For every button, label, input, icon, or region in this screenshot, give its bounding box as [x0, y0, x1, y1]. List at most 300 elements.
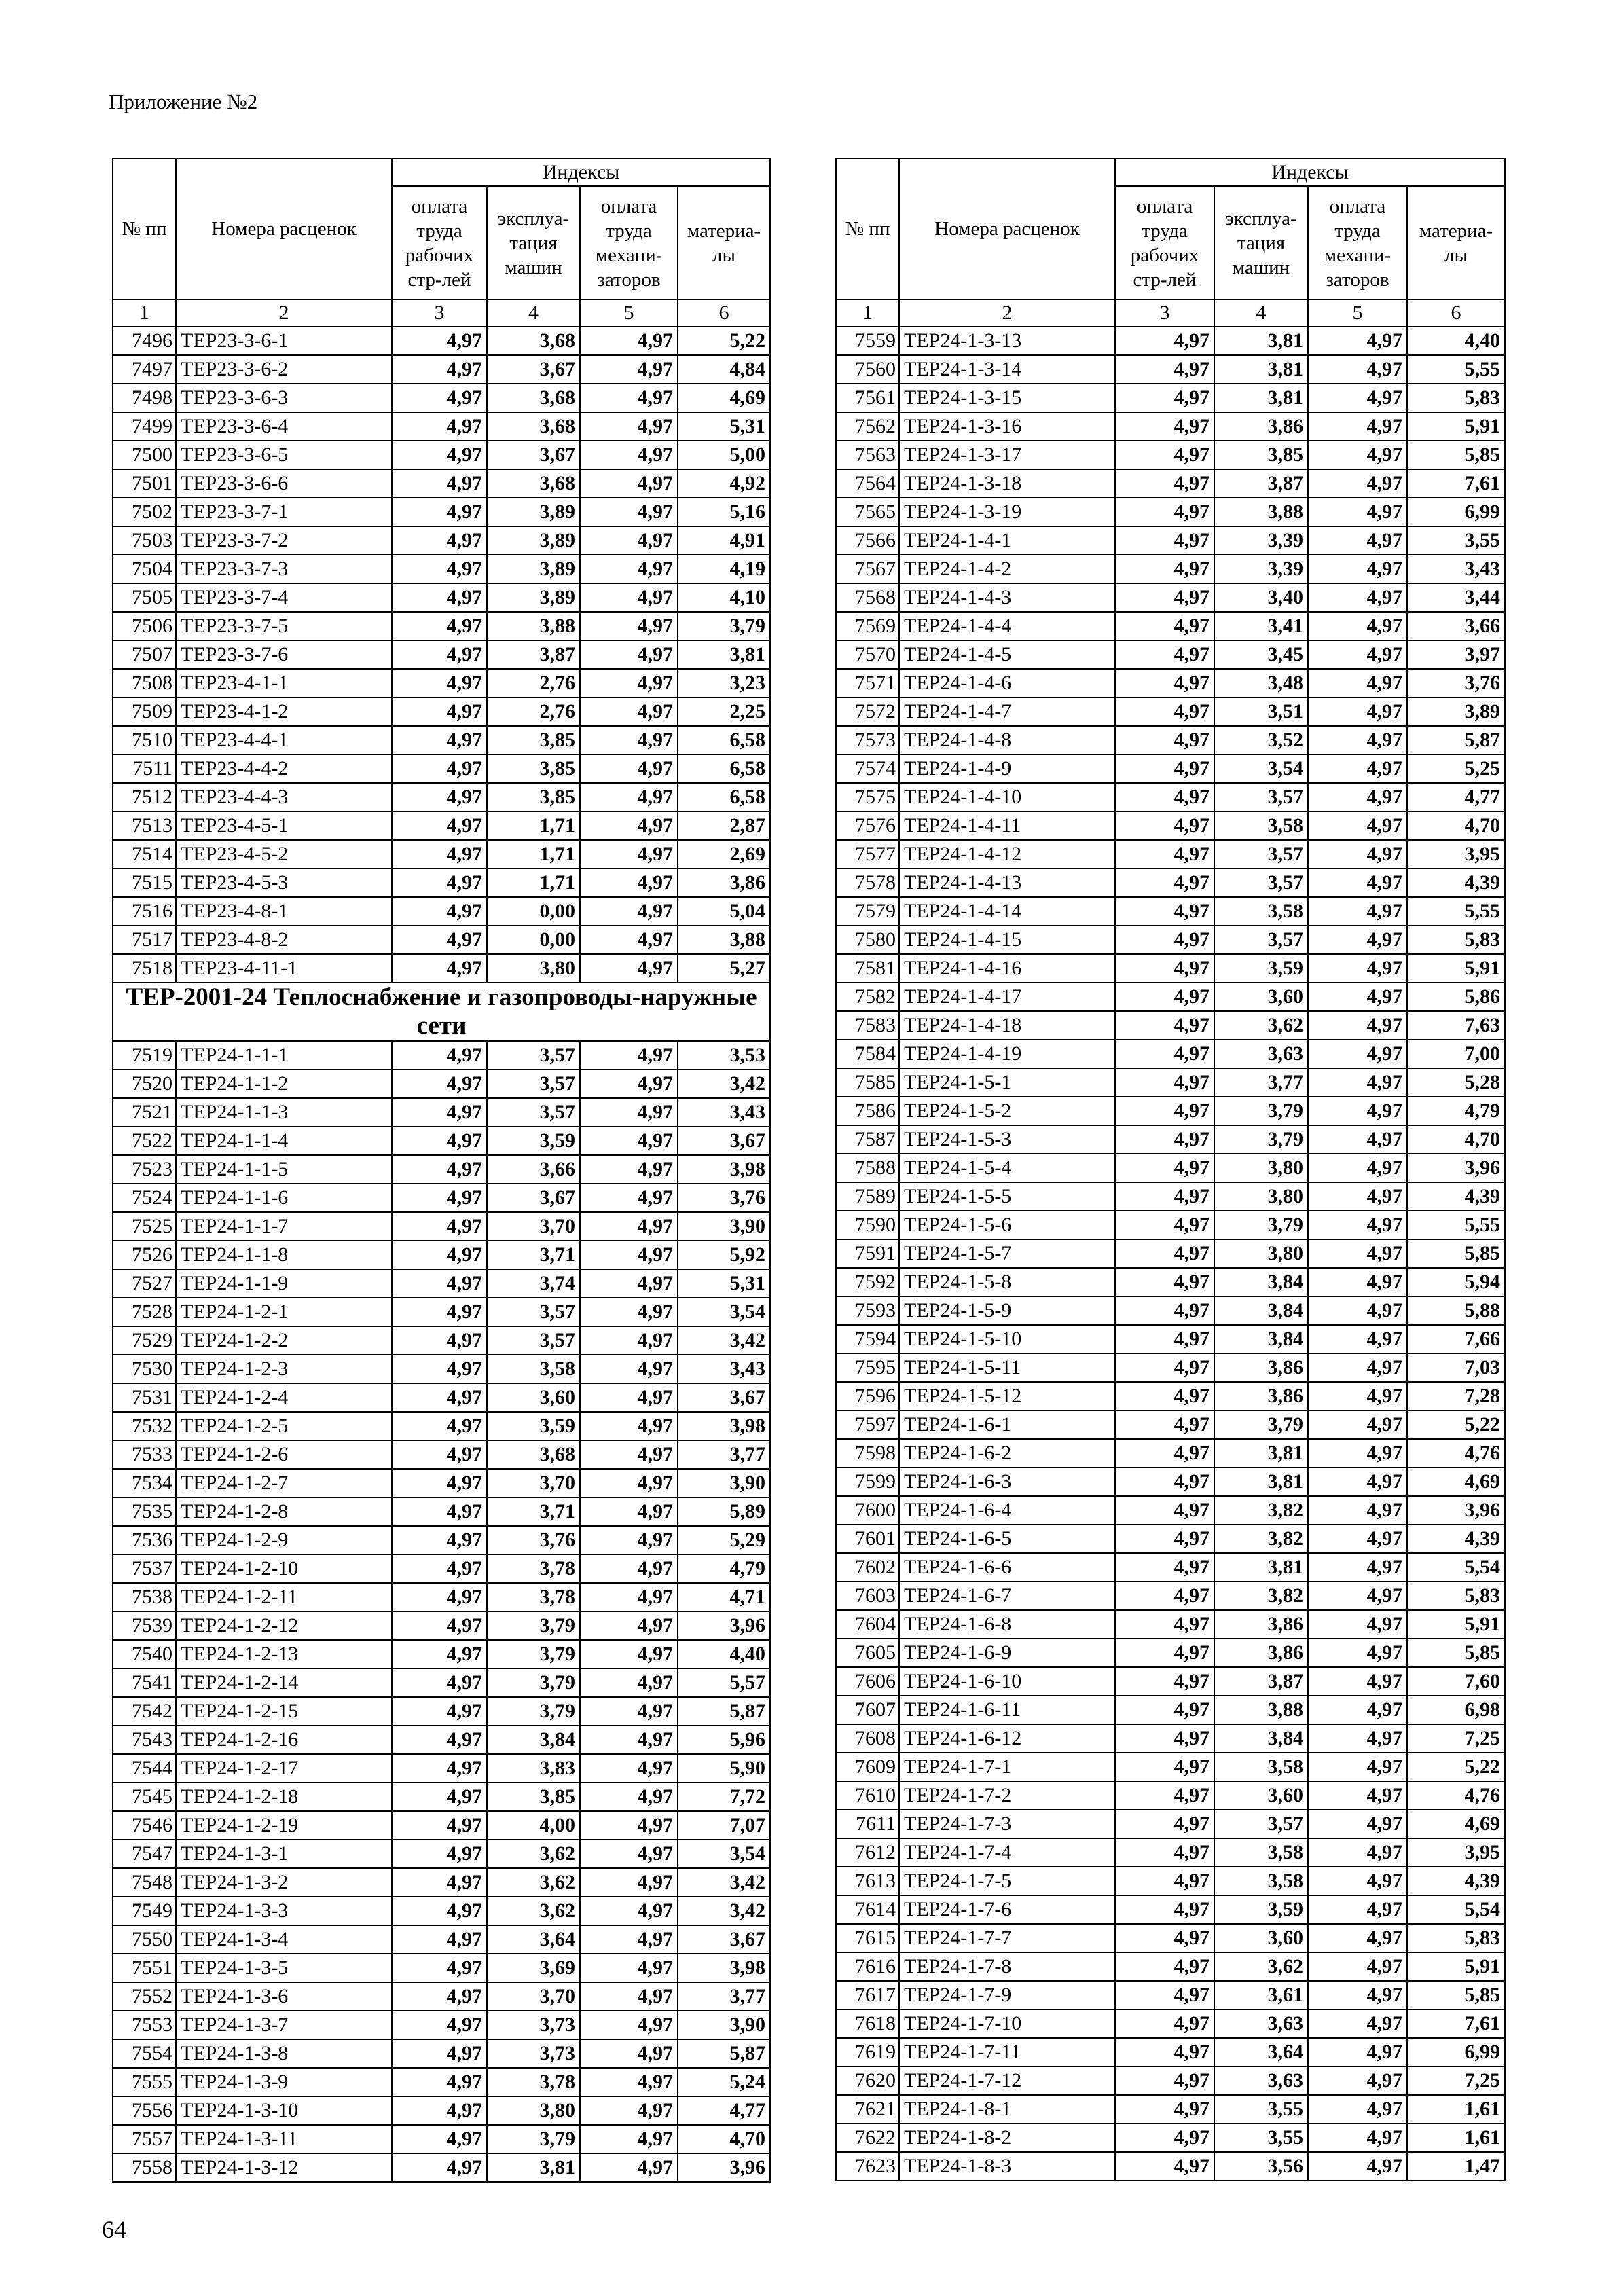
index-materials: 7,61	[1407, 2009, 1505, 2038]
table-row	[836, 1410, 1505, 1439]
index-labour: 4,97	[1115, 1182, 1214, 1211]
index-mech: 4,97	[1308, 754, 1407, 783]
index-labour: 4,97	[392, 441, 487, 469]
row-number: 7587	[836, 1125, 899, 1154]
table-row	[836, 926, 1505, 954]
index-labour: 4,97	[1115, 1439, 1214, 1468]
table-row	[836, 1068, 1505, 1097]
row-number: 7526	[113, 1241, 176, 1269]
table-row	[836, 954, 1505, 983]
rate-code: ТЕР24-1-6-11	[899, 1696, 1115, 1724]
row-number: 7546	[113, 1811, 176, 1840]
index-materials: 4,79	[678, 1554, 770, 1583]
index-machines: 3,78	[487, 1583, 580, 1611]
index-machines: 3,89	[487, 498, 580, 526]
rate-code: ТЕР24-1-4-10	[899, 783, 1115, 812]
row-number: 7513	[113, 812, 176, 840]
index-labour: 4,97	[1115, 1040, 1214, 1068]
rate-code: ТЕР24-1-1-5	[176, 1155, 392, 1184]
row-number: 7514	[113, 840, 176, 869]
row-number: 7547	[113, 1840, 176, 1868]
index-labour: 4,97	[392, 1412, 487, 1440]
rate-code: ТЕР23-3-7-1	[176, 498, 392, 526]
row-number: 7556	[113, 2096, 176, 2125]
index-machines: 3,85	[487, 783, 580, 812]
index-mech: 4,97	[580, 1897, 678, 1925]
row-number: 7572	[836, 697, 899, 726]
table-row	[113, 1326, 770, 1355]
table-row	[836, 1382, 1505, 1410]
index-labour: 4,97	[1115, 2009, 1214, 2038]
index-mech: 4,97	[580, 754, 678, 783]
row-number: 7594	[836, 1325, 899, 1353]
table-row	[113, 327, 770, 355]
index-machines: 3,54	[1214, 754, 1308, 783]
index-machines: 3,58	[1214, 1838, 1308, 1867]
table-row	[113, 1440, 770, 1469]
table-row	[836, 754, 1505, 783]
index-materials: 6,99	[1407, 2038, 1505, 2066]
index-machines: 3,69	[487, 1954, 580, 1982]
index-materials: 4,84	[678, 355, 770, 384]
index-labour: 4,97	[392, 1554, 487, 1583]
index-materials: 5,04	[678, 897, 770, 926]
index-mech: 4,97	[1308, 555, 1407, 583]
index-mech: 4,97	[580, 1840, 678, 1868]
table-row	[113, 1868, 770, 1897]
index-mech: 4,97	[1308, 355, 1407, 384]
index-labour: 4,97	[392, 726, 487, 754]
table-row	[836, 869, 1505, 897]
index-materials: 5,22	[1407, 1410, 1505, 1439]
table-row	[836, 840, 1505, 869]
index-mech: 4,97	[1308, 1724, 1407, 1753]
row-number: 7531	[113, 1383, 176, 1412]
table-row	[113, 1554, 770, 1583]
rate-code: ТЕР24-1-8-3	[899, 2152, 1115, 2181]
table-row	[836, 1895, 1505, 1924]
index-mech: 4,97	[580, 612, 678, 640]
index-labour: 4,97	[1115, 1639, 1214, 1667]
index-mech: 4,97	[580, 1982, 678, 2011]
row-number: 7565	[836, 498, 899, 526]
index-machines: 3,82	[1214, 1582, 1308, 1610]
column-number: 1	[113, 299, 176, 327]
index-materials: 5,90	[678, 1754, 770, 1783]
table-row	[836, 2124, 1505, 2152]
index-mech: 4,97	[1308, 897, 1407, 926]
index-mech: 4,97	[1308, 783, 1407, 812]
rate-code: ТЕР24-1-5-11	[899, 1353, 1115, 1382]
index-labour: 4,97	[1115, 1952, 1214, 1981]
index-materials: 5,91	[1407, 412, 1505, 441]
table-row	[836, 1639, 1505, 1667]
rate-code: ТЕР24-1-2-10	[176, 1554, 392, 1583]
table-row	[113, 840, 770, 869]
table-row	[113, 1412, 770, 1440]
index-materials: 4,70	[1407, 812, 1505, 840]
rate-code: ТЕР24-1-2-14	[176, 1669, 392, 1697]
rate-code: ТЕР23-4-1-2	[176, 697, 392, 726]
table-row	[836, 1582, 1505, 1610]
index-mech: 4,97	[580, 1925, 678, 1954]
index-labour: 4,97	[1115, 812, 1214, 840]
index-materials: 3,90	[678, 1212, 770, 1241]
index-labour: 4,97	[1115, 612, 1214, 640]
index-machines: 3,68	[487, 327, 580, 355]
rate-code: ТЕР24-1-7-3	[899, 1810, 1115, 1838]
rate-code: ТЕР24-1-6-5	[899, 1525, 1115, 1553]
index-machines: 3,67	[487, 441, 580, 469]
index-mech: 4,97	[1308, 2152, 1407, 2181]
index-materials: 3,54	[678, 1298, 770, 1326]
index-materials: 6,99	[1407, 498, 1505, 526]
table-row	[113, 1897, 770, 1925]
index-materials: 7,28	[1407, 1382, 1505, 1410]
table-row	[113, 697, 770, 726]
index-labour: 4,97	[1115, 1753, 1214, 1781]
rate-code: ТЕР24-1-6-1	[899, 1410, 1115, 1439]
index-mech: 4,97	[580, 726, 678, 754]
index-machines: 3,80	[1214, 1182, 1308, 1211]
table-row	[113, 1184, 770, 1212]
index-machines: 3,84	[1214, 1325, 1308, 1353]
section-title: ТЕР-2001-24 Теплоснабжение и газопроводы-наружные сети	[113, 983, 770, 1041]
index-labour: 4,97	[1115, 640, 1214, 669]
index-labour: 4,97	[1115, 954, 1214, 983]
rate-code: ТЕР24-1-5-8	[899, 1268, 1115, 1296]
table-row	[836, 1610, 1505, 1639]
index-labour: 4,97	[1115, 840, 1214, 869]
table-row	[113, 498, 770, 526]
rate-code: ТЕР24-1-4-7	[899, 697, 1115, 726]
index-mech: 4,97	[1308, 2095, 1407, 2124]
table-row	[113, 1355, 770, 1383]
index-materials: 5,87	[1407, 726, 1505, 754]
index-machines: 3,52	[1214, 726, 1308, 754]
index-labour: 4,97	[1115, 983, 1214, 1011]
index-materials: 4,70	[1407, 1125, 1505, 1154]
rate-code: ТЕР23-3-7-3	[176, 555, 392, 583]
index-labour: 4,97	[392, 1697, 487, 1726]
index-machines: 3,60	[1214, 983, 1308, 1011]
index-labour: 4,97	[392, 2068, 487, 2096]
index-mech: 4,97	[580, 697, 678, 726]
row-number: 7601	[836, 1525, 899, 1553]
index-materials: 4,77	[1407, 783, 1505, 812]
row-number: 7583	[836, 1011, 899, 1040]
row-number: 7499	[113, 412, 176, 441]
index-mech: 4,97	[1308, 1040, 1407, 1068]
index-machines: 3,89	[487, 526, 580, 555]
rate-code: ТЕР24-1-5-2	[899, 1097, 1115, 1125]
rate-code: ТЕР24-1-2-7	[176, 1469, 392, 1497]
index-labour: 4,97	[392, 1840, 487, 1868]
rate-code: ТЕР23-3-6-3	[176, 384, 392, 412]
index-labour: 4,97	[1115, 1154, 1214, 1182]
index-machines: 3,70	[487, 1212, 580, 1241]
rate-code: ТЕР23-3-6-1	[176, 327, 392, 355]
rate-code: ТЕР23-4-8-1	[176, 897, 392, 926]
rate-code: ТЕР24-1-2-5	[176, 1412, 392, 1440]
rate-code: ТЕР23-3-7-4	[176, 583, 392, 612]
table-row	[113, 669, 770, 697]
header-mech: оплата труда механи-заторов	[1308, 186, 1407, 299]
index-machines: 3,73	[487, 2011, 580, 2039]
index-labour: 4,97	[1115, 1268, 1214, 1296]
row-number: 7549	[113, 1897, 176, 1925]
table-row	[836, 1696, 1505, 1724]
index-mech: 4,97	[1308, 1468, 1407, 1496]
table-row	[836, 1182, 1505, 1211]
row-number: 7534	[113, 1469, 176, 1497]
index-machines: 3,79	[1214, 1097, 1308, 1125]
index-materials: 7,00	[1407, 1040, 1505, 1068]
table-row	[836, 384, 1505, 412]
row-number: 7619	[836, 2038, 899, 2066]
index-labour: 4,97	[1115, 1838, 1214, 1867]
index-labour: 4,97	[1115, 1211, 1214, 1239]
table-row	[836, 1981, 1505, 2009]
table-row	[836, 1439, 1505, 1468]
index-materials: 7,66	[1407, 1325, 1505, 1353]
table-row	[113, 1611, 770, 1640]
index-labour: 4,97	[392, 869, 487, 897]
index-mech: 4,97	[580, 555, 678, 583]
page-header: Приложение №2	[109, 90, 258, 113]
rate-code: ТЕР24-1-3-1	[176, 1840, 392, 1868]
index-mech: 4,97	[580, 1355, 678, 1383]
index-mech: 4,97	[1308, 1952, 1407, 1981]
row-number: 7564	[836, 469, 899, 498]
index-mech: 4,97	[1308, 526, 1407, 555]
index-materials: 5,29	[678, 1526, 770, 1554]
row-number: 7596	[836, 1382, 899, 1410]
index-machines: 3,62	[1214, 1011, 1308, 1040]
rate-code: ТЕР24-1-3-16	[899, 412, 1115, 441]
header-no: № пп	[113, 158, 176, 299]
index-labour: 4,97	[392, 412, 487, 441]
rate-code: ТЕР23-4-5-3	[176, 869, 392, 897]
index-machines: 3,57	[487, 1326, 580, 1355]
table-row	[113, 1811, 770, 1840]
rate-code: ТЕР24-1-5-6	[899, 1211, 1115, 1239]
row-number: 7510	[113, 726, 176, 754]
row-number: 7562	[836, 412, 899, 441]
row-number: 7550	[113, 1925, 176, 1954]
index-mech: 4,97	[580, 1440, 678, 1469]
rate-code: ТЕР23-3-7-6	[176, 640, 392, 669]
index-machines: 3,81	[1214, 384, 1308, 412]
index-labour: 4,97	[392, 640, 487, 669]
row-number: 7536	[113, 1526, 176, 1554]
rate-code: ТЕР24-1-3-12	[176, 2153, 392, 2182]
row-number: 7618	[836, 2009, 899, 2038]
header-indices: Индексы	[1115, 158, 1505, 186]
table-row	[836, 2066, 1505, 2095]
rate-code: ТЕР23-4-8-2	[176, 926, 392, 954]
table-row	[113, 1269, 770, 1298]
index-labour: 4,97	[1115, 1781, 1214, 1810]
table-row	[113, 1697, 770, 1726]
rate-code: ТЕР24-1-4-9	[899, 754, 1115, 783]
index-materials: 1,61	[1407, 2095, 1505, 2124]
row-number: 7598	[836, 1439, 899, 1468]
index-machines: 3,83	[487, 1754, 580, 1783]
table-row	[113, 1241, 770, 1269]
index-materials: 4,40	[1407, 327, 1505, 355]
index-mech: 4,97	[580, 1954, 678, 1982]
index-mech: 4,97	[580, 1868, 678, 1897]
table-row	[113, 441, 770, 469]
index-machines: 3,81	[1214, 327, 1308, 355]
row-number: 7554	[113, 2039, 176, 2068]
index-labour: 4,97	[392, 897, 487, 926]
index-mech: 4,97	[580, 1383, 678, 1412]
index-materials: 5,85	[1407, 1239, 1505, 1268]
rate-code: ТЕР23-4-5-2	[176, 840, 392, 869]
index-labour: 4,97	[392, 1212, 487, 1241]
row-number: 7516	[113, 897, 176, 926]
index-machines: 3,62	[487, 1840, 580, 1868]
table-row	[836, 2152, 1505, 2181]
rate-code: ТЕР24-1-2-18	[176, 1783, 392, 1811]
index-labour: 4,97	[1115, 355, 1214, 384]
table-row	[836, 469, 1505, 498]
header-indices: Индексы	[392, 158, 770, 186]
index-mech: 4,97	[580, 498, 678, 526]
table-row	[836, 1268, 1505, 1296]
index-labour: 4,97	[1115, 1239, 1214, 1268]
index-materials: 5,87	[678, 2039, 770, 2068]
index-mech: 4,97	[1308, 1097, 1407, 1125]
table-row	[113, 1070, 770, 1098]
row-number: 7507	[113, 640, 176, 669]
table-row	[113, 1526, 770, 1554]
index-machines: 3,86	[1214, 1610, 1308, 1639]
index-mech: 4,97	[1308, 1810, 1407, 1838]
rate-code: ТЕР24-1-2-2	[176, 1326, 392, 1355]
row-number: 7532	[113, 1412, 176, 1440]
row-number: 7620	[836, 2066, 899, 2095]
index-mech: 4,97	[580, 1669, 678, 1697]
index-labour: 4,97	[1115, 555, 1214, 583]
index-mech: 4,97	[1308, 840, 1407, 869]
index-labour: 4,97	[392, 1241, 487, 1269]
index-labour: 4,97	[1115, 1068, 1214, 1097]
index-machines: 3,81	[487, 2153, 580, 2182]
rate-code: ТЕР24-1-3-5	[176, 1954, 392, 1982]
index-machines: 3,81	[1214, 1553, 1308, 1582]
index-mech: 4,97	[580, 384, 678, 412]
index-materials: 5,96	[678, 1726, 770, 1754]
table-row	[836, 669, 1505, 697]
row-number: 7585	[836, 1068, 899, 1097]
index-materials: 5,55	[1407, 1211, 1505, 1239]
index-labour: 4,97	[1115, 1867, 1214, 1895]
index-labour: 4,97	[1115, 726, 1214, 754]
index-labour: 4,97	[1115, 412, 1214, 441]
table-row	[113, 2125, 770, 2153]
row-number: 7570	[836, 640, 899, 669]
row-number: 7571	[836, 669, 899, 697]
index-mech: 4,97	[1308, 1239, 1407, 1268]
index-labour: 4,97	[392, 754, 487, 783]
index-labour: 4,97	[1115, 2066, 1214, 2095]
index-labour: 4,97	[1115, 2124, 1214, 2152]
rate-code: ТЕР24-1-4-3	[899, 583, 1115, 612]
index-labour: 4,97	[392, 498, 487, 526]
index-mech: 4,97	[1308, 1068, 1407, 1097]
index-machines: 3,56	[1214, 2152, 1308, 2181]
index-mech: 4,97	[1308, 669, 1407, 697]
row-number: 7559	[836, 327, 899, 355]
index-machines: 3,85	[487, 754, 580, 783]
row-number: 7502	[113, 498, 176, 526]
index-materials: 3,67	[678, 1383, 770, 1412]
index-labour: 4,97	[392, 2096, 487, 2125]
index-machines: 3,79	[487, 1697, 580, 1726]
rate-code: ТЕР24-1-2-11	[176, 1583, 392, 1611]
index-machines: 3,87	[487, 640, 580, 669]
row-number: 7606	[836, 1667, 899, 1696]
rate-code: ТЕР24-1-4-16	[899, 954, 1115, 983]
rate-code: ТЕР24-1-8-2	[899, 2124, 1115, 2152]
index-machines: 3,85	[487, 726, 580, 754]
row-number: 7529	[113, 1326, 176, 1355]
table-row	[113, 926, 770, 954]
index-labour: 4,97	[392, 783, 487, 812]
index-mech: 4,97	[1308, 1353, 1407, 1382]
table-row	[836, 1525, 1505, 1553]
index-mech: 4,97	[580, 1697, 678, 1726]
index-machines: 3,57	[1214, 840, 1308, 869]
rate-code: ТЕР23-4-4-2	[176, 754, 392, 783]
column-number: 5	[1308, 299, 1407, 327]
row-number: 7555	[113, 2068, 176, 2096]
index-labour: 4,97	[392, 1469, 487, 1497]
index-labour: 4,97	[1115, 1525, 1214, 1553]
index-labour: 4,97	[392, 1355, 487, 1383]
index-labour: 4,97	[1115, 1696, 1214, 1724]
index-materials: 3,42	[678, 1326, 770, 1355]
row-number: 7524	[113, 1184, 176, 1212]
rate-code: ТЕР24-1-1-2	[176, 1070, 392, 1098]
rate-code: ТЕР23-3-6-6	[176, 469, 392, 498]
index-mech: 4,97	[580, 783, 678, 812]
header-labour: оплата труда рабочих стр-лей	[392, 186, 487, 299]
index-materials: 5,87	[678, 1697, 770, 1726]
row-number: 7512	[113, 783, 176, 812]
table-row	[836, 2038, 1505, 2066]
row-number: 7519	[113, 1041, 176, 1070]
row-number: 7557	[113, 2125, 176, 2153]
rate-code: ТЕР24-1-3-13	[899, 327, 1115, 355]
row-number: 7580	[836, 926, 899, 954]
index-materials: 4,76	[1407, 1439, 1505, 1468]
row-number: 7616	[836, 1952, 899, 1981]
rate-code: ТЕР24-1-4-11	[899, 812, 1115, 840]
index-machines: 3,88	[1214, 498, 1308, 526]
index-mech: 4,97	[1308, 612, 1407, 640]
index-mech: 4,97	[580, 1469, 678, 1497]
index-machines: 3,84	[1214, 1296, 1308, 1325]
index-mech: 4,97	[1308, 384, 1407, 412]
index-machines: 3,59	[487, 1127, 580, 1155]
index-labour: 4,97	[1115, 869, 1214, 897]
index-materials: 2,25	[678, 697, 770, 726]
index-labour: 4,97	[392, 2039, 487, 2068]
